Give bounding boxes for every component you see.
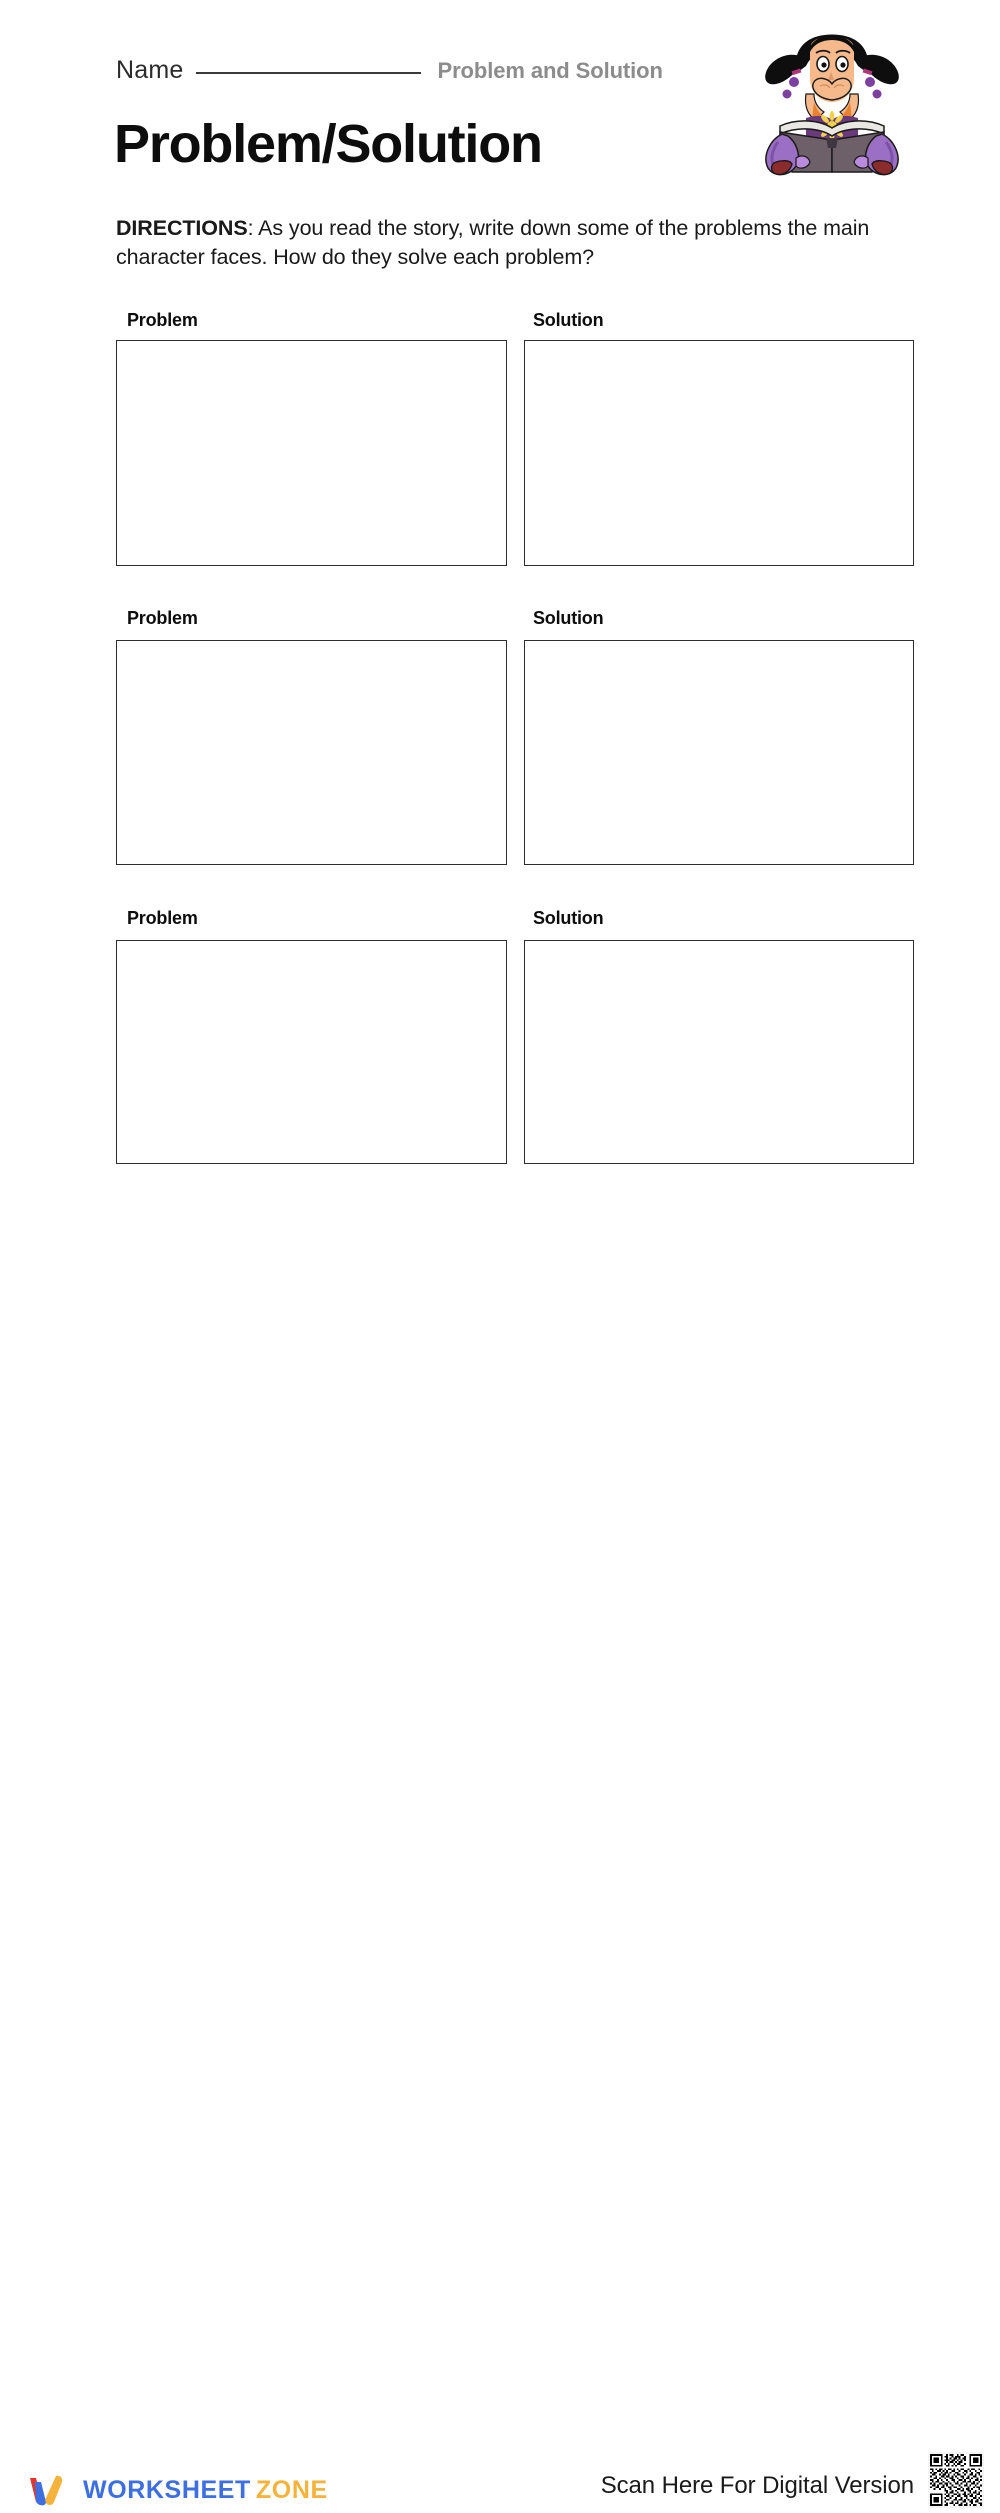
solution-label-2: Solution [533,608,604,628]
directions-separator: : [247,216,259,240]
problem-box-1[interactable] [116,340,507,566]
problem-label-3: Problem [127,908,198,928]
solution-label-1: Solution [533,310,604,330]
name-label: Name [116,56,184,84]
solution-label-3: Solution [533,908,604,928]
directions-label: DIRECTIONS [116,216,248,240]
solution-box-3[interactable] [524,940,914,1164]
solution-box-2[interactable] [524,640,914,865]
qr-code-icon[interactable] [928,2452,984,2508]
problem-box-2[interactable] [116,640,507,865]
problem-label-1: Problem [127,310,198,330]
problem-box-3[interactable] [116,940,507,1164]
directions-body: As you read the story, write down some of the problems the main character faces. How do they solve each problem? [116,216,870,270]
solution-box-1[interactable] [524,340,914,566]
page-footer [0,1222,1000,2504]
brand-worksheet-text: WORKSHEET [83,2475,251,2504]
worksheet-subtitle: Problem and Solution [437,58,663,83]
brand-wordmark [83,2476,328,2505]
page-title: Problem/Solution [114,114,542,174]
worksheet-zone-logo[interactable] [26,2470,328,2510]
problem-label-2: Problem [127,608,198,628]
scan-instruction-text: Scan Here For Digital Version [600,2472,914,2499]
brand-zone-text: ZONE [255,2475,328,2504]
worksheet-zone-mark-icon [26,2472,72,2508]
